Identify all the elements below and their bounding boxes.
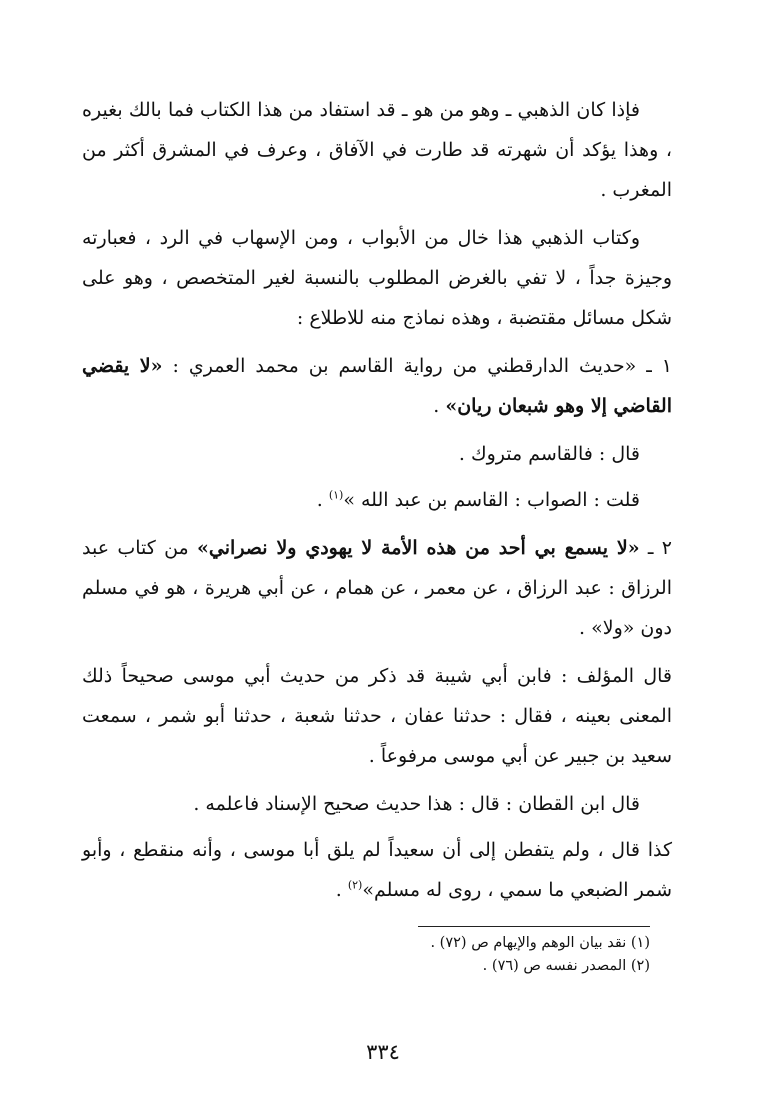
footnote-ref-2: (٢) <box>347 878 363 892</box>
footnote-divider <box>418 926 650 927</box>
hadith-quote-1: «لا يقضي القاضي إلا وهو شبعان ريان» <box>82 355 672 417</box>
footnote-1: (١) نقد بيان الوهم والإيهام ص (٧٢) . <box>430 935 650 951</box>
paragraph-example-2: ٢ ـ «لا يسمع بي أحد من هذه الأمة لا يهودي ولا نصراني» من كتاب عبد الرزاق : عبد الرزاق ، عن معمر ، عن همام ، عن أبي هريرة ، هو في مسلم دون «ولا» . <box>82 537 672 639</box>
footnote-ref-1: (١) <box>328 488 344 502</box>
paragraph-dhahabi-fame: فإذا كان الذهبي ـ وهو من هو ـ قد استفاد من هذا الكتاب فما بالك بغيره ، وهذا يؤكد أن شهرته قد طارت في الآفاق ، وعرف في المشرق أكثر من المغرب . <box>82 99 672 201</box>
paragraph-correction: قلت : الصواب : القاسم بن عبد الله »$^{(١)}$ . <box>316 488 640 511</box>
hadith-quote-2: «لا يسمع بي أحد من هذه الأمة لا يهودي ولا نصراني» <box>197 537 640 559</box>
paragraph-ibn-qattan: قال ابن القطان : قال : هذا حديث صحيح الإسناد فاعلمه . <box>193 793 640 815</box>
page-number: ٣٣٤ <box>366 1040 400 1064</box>
paragraph-author-note: قال المؤلف : فابن أبي شيبة قد ذكر من حديث أبي موسى صحيحاً ذلك المعنى بعينه ، فقال : حدثنا عفان ، حدثنا شعبة ، حدثنا أبو شمر ، سمعت سعيد بن جبير عن أبي موسى مرفوعاً . <box>82 665 672 767</box>
footnotes <box>300 932 650 978</box>
footnote-2: (٢) المصدر نفسه ص (٧٦) . <box>482 958 650 974</box>
main-text <box>82 90 672 918</box>
paragraph-example-1: ١ ـ «حديث الدارقطني من رواية القاسم بن محمد العمري : «لا يقضي القاضي إلا وهو شبعان ريان» . <box>82 355 672 417</box>
paragraph-conclusion: كذا قال ، ولم يتفطن إلى أن سعيداً لم يلق أبا موسى ، وأنه منقطع ، وأبو شمر الضبعي ما سمي ، روى له مسلم»$^{(٢)}$ . <box>82 839 672 901</box>
paragraph-book-description: وكتاب الذهبي هذا خال من الأبواب ، ومن الإسهاب في الرد ، فعبارته وجيزة جداً ، لا تفي بالغرض المطلوب بالنسبة لغير المتخصص ، وهو على شكل مسائل مقتضبة ، وهذه نماذج منه للاطلاع : <box>82 227 672 329</box>
paragraph-qasim-matruk: قال : فالقاسم متروك . <box>458 443 640 465</box>
